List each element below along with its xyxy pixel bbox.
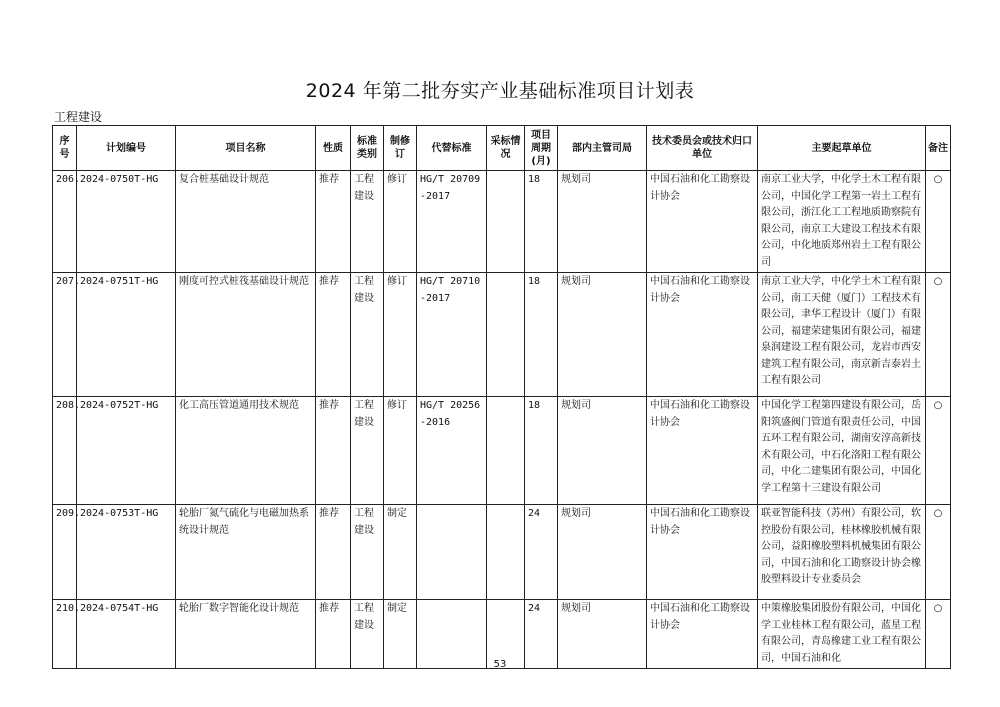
col-header-adoption: 采标情况 — [487, 126, 525, 171]
cell-name: 轮胎厂氮气硫化与电磁加热系统设计规范 — [176, 505, 316, 600]
cell-dept: 规划司 — [558, 600, 647, 669]
cell-committee: 中国石油和化工勘察设计协会 — [647, 273, 758, 397]
cell-replace: HG/T 20709-2017 — [417, 171, 487, 273]
cell-adoption — [487, 171, 525, 273]
cell-name: 刚度可控式桩筏基础设计规范 — [176, 273, 316, 397]
cell-note: ○ — [926, 600, 951, 669]
page-number: 53 — [493, 659, 507, 670]
cell-code: 2024-0753T-HG — [77, 505, 176, 600]
col-header-note: 备注 — [926, 126, 951, 171]
cell-type: 修订 — [384, 171, 417, 273]
table-row — [53, 505, 951, 600]
cell-code: 2024-0754T-HG — [77, 600, 176, 669]
table-row — [53, 273, 951, 397]
page-title: 2024 年第二批夯实产业基础标准项目计划表 — [305, 80, 695, 102]
cell-category: 工程建设 — [351, 397, 384, 505]
cell-replace: HG/T 20710-2017 — [417, 273, 487, 397]
header-row — [53, 126, 951, 171]
cell-type: 修订 — [384, 273, 417, 397]
cell-drafters: 中国化学工程第四建设有限公司，岳阳筑盛阀门管道有限责任公司，中国五环工程有限公司，湖南安淳高新技术有限公司，中石化洛阳工程有限公司，中化二建集团有限公司，中国化学工程第十三建设有限公司 — [758, 397, 926, 505]
cell-category: 工程建设 — [351, 273, 384, 397]
col-header-type: 制修订 — [384, 126, 417, 171]
cell-category: 工程建设 — [351, 600, 384, 669]
col-header-period: 项目周期(月) — [525, 126, 558, 171]
cell-drafters: 南京工业大学，中化学土木工程有限公司，南工天健（厦门）工程技术有限公司，聿华工程设计（厦门）有限公司，福建荣建集团有限公司，福建泉润建设工程有限公司，龙岩市西安建筑工程有限公司，南京新吉泰岩土工程有限公司 — [758, 273, 926, 397]
cell-committee: 中国石油和化工勘察设计协会 — [647, 600, 758, 669]
cell-seq: 207. — [53, 273, 77, 397]
cell-note: ○ — [926, 397, 951, 505]
col-header-nature: 性质 — [316, 126, 351, 171]
cell-replace: HG/T 20256-2016 — [417, 397, 487, 505]
cell-seq: 208. — [53, 397, 77, 505]
cell-period: 24 — [525, 505, 558, 600]
cell-nature: 推荐 — [316, 171, 351, 273]
col-header-seq: 序号 — [53, 126, 77, 171]
cell-seq: 209. — [53, 505, 77, 600]
cell-nature: 推荐 — [316, 600, 351, 669]
cell-seq: 210. — [53, 600, 77, 669]
cell-drafters: 南京工业大学，中化学土木工程有限公司，中国化学工程第一岩土工程有限公司，浙江化工工程地质勘察院有限公司，南京工大建设工程技术有限公司，中化地质郑州岩土工程有限公司 — [758, 171, 926, 273]
cell-seq: 206. — [53, 171, 77, 273]
cell-period: 18 — [525, 397, 558, 505]
plan-table — [52, 125, 951, 669]
cell-dept: 规划司 — [558, 397, 647, 505]
cell-period: 24 — [525, 600, 558, 669]
cell-category: 工程建设 — [351, 171, 384, 273]
cell-dept: 规划司 — [558, 273, 647, 397]
col-header-dept: 部内主管司局 — [558, 126, 647, 171]
cell-drafters: 中策橡胶集团股份有限公司，中国化学工业桂林工程有限公司，蓝星工程有限公司，青岛橡建工业工程有限公司，中国石油和化 — [758, 600, 926, 669]
cell-nature: 推荐 — [316, 397, 351, 505]
cell-name: 化工高压管道通用技术规范 — [176, 397, 316, 505]
cell-nature: 推荐 — [316, 273, 351, 397]
cell-committee: 中国石油和化工勘察设计协会 — [647, 171, 758, 273]
cell-replace — [417, 505, 487, 600]
col-header-code: 计划编号 — [77, 126, 176, 171]
cell-period: 18 — [525, 171, 558, 273]
cell-adoption — [487, 273, 525, 397]
col-header-drafters: 主要起草单位 — [758, 126, 926, 171]
cell-committee: 中国石油和化工勘察设计协会 — [647, 397, 758, 505]
cell-name: 复合桩基础设计规范 — [176, 171, 316, 273]
cell-note: ○ — [926, 505, 951, 600]
cell-committee: 中国石油和化工勘察设计协会 — [647, 505, 758, 600]
table-row — [53, 171, 951, 273]
cell-code: 2024-0752T-HG — [77, 397, 176, 505]
cell-drafters: 联亚智能科技（苏州）有限公司，软控股份有限公司，桂林橡胶机械有限公司，益阳橡胶塑料机械集团有限公司，中国石油和化工勘察设计协会橡胶塑料设计专业委员会 — [758, 505, 926, 600]
section-label: 工程建设 — [54, 110, 103, 124]
cell-type: 修订 — [384, 397, 417, 505]
col-header-replace: 代替标准 — [417, 126, 487, 171]
cell-name: 轮胎厂数字智能化设计规范 — [176, 600, 316, 669]
cell-dept: 规划司 — [558, 505, 647, 600]
cell-adoption — [487, 505, 525, 600]
col-header-name: 项目名称 — [176, 126, 316, 171]
cell-type: 制定 — [384, 505, 417, 600]
cell-type: 制定 — [384, 600, 417, 669]
cell-code: 2024-0751T-HG — [77, 273, 176, 397]
cell-dept: 规划司 — [558, 171, 647, 273]
cell-code: 2024-0750T-HG — [77, 171, 176, 273]
table-row — [53, 397, 951, 505]
cell-note: ○ — [926, 171, 951, 273]
cell-note: ○ — [926, 273, 951, 397]
cell-period: 18 — [525, 273, 558, 397]
col-header-committee: 技术委员会或技术归口单位 — [647, 126, 758, 171]
cell-nature: 推荐 — [316, 505, 351, 600]
cell-category: 工程建设 — [351, 505, 384, 600]
cell-adoption — [487, 397, 525, 505]
col-header-category: 标准类别 — [351, 126, 384, 171]
